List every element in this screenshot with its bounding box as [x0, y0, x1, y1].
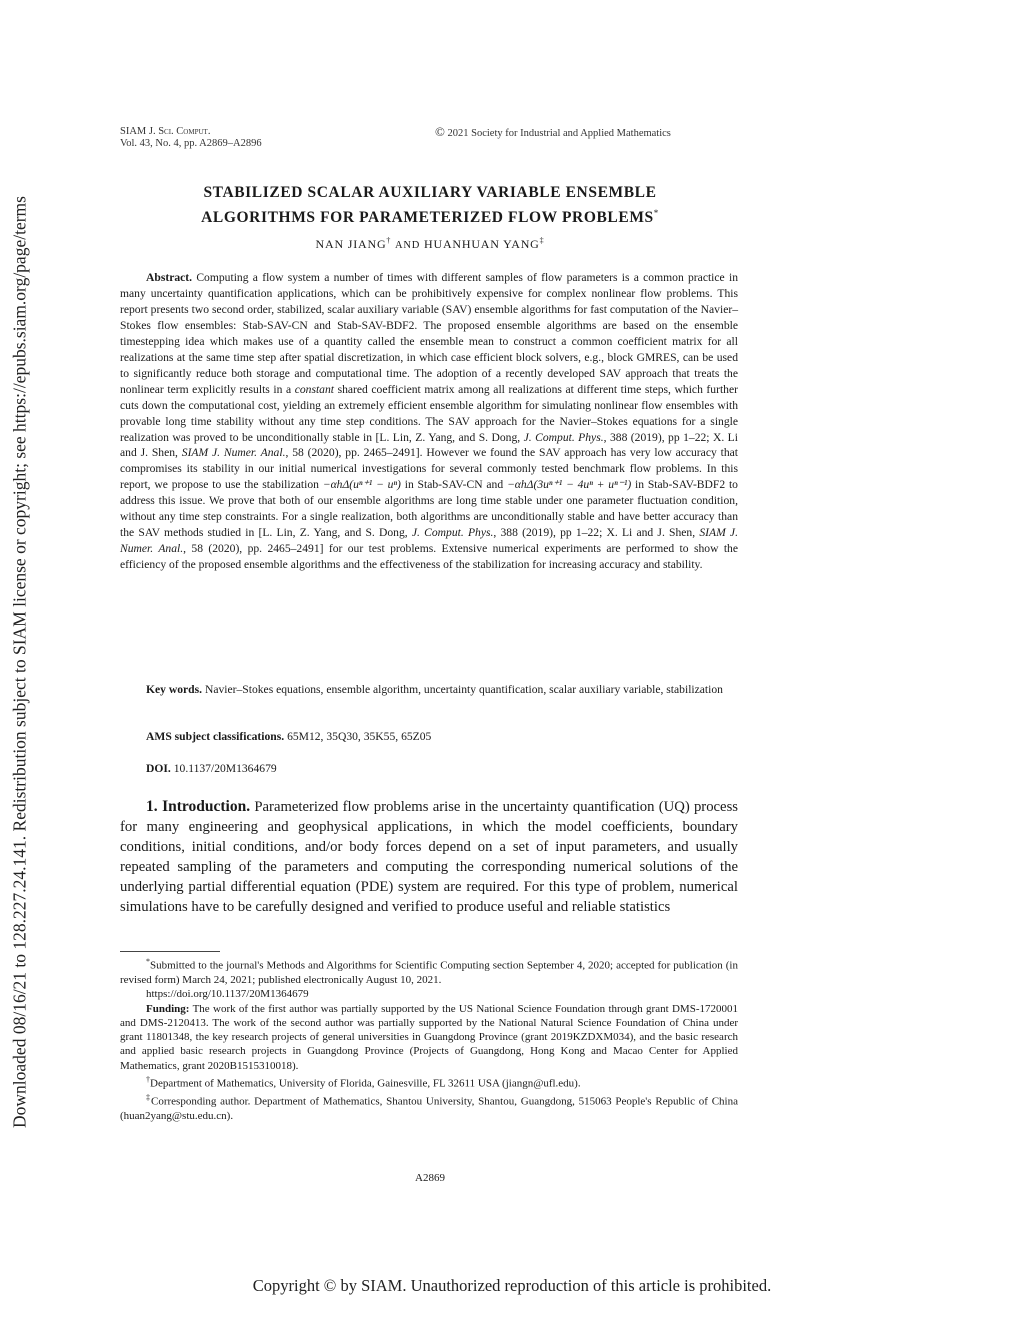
abstract-part-3: , 388 (2019), pp 1–22; X. Li and J. Shen,	[120, 430, 738, 460]
author-2-mark: ‡	[539, 236, 545, 245]
title-line-1: STABILIZED SCALAR AUXILIARY VARIABLE ENSEMBLE	[203, 184, 657, 201]
abstract-journal-3: J. Comput. Phys.	[411, 526, 494, 540]
ams-classifications	[120, 729, 738, 745]
abstract-part-8: , 58 (2020), pp. 2465–2491] for our test problems. Extensive numerical experiments are performed to show the efficiency of the proposed ensemble algorithms and the effectiveness of the stabilization for increasing accuracy and stability.	[120, 542, 738, 572]
footnotes	[120, 955, 738, 1123]
doi-text: 10.1137/20M1364679	[173, 762, 277, 775]
journal-header	[120, 126, 262, 150]
footnote-1-mark: *	[146, 957, 150, 966]
abstract-part-6: in Stab-SAV-BDF2 to address this issue. We prove that both of our ensemble algorithms are long time stable under one parameter fluctuation condition, without any time step constraints. For a single realization, both algorithms are unconditionally stable and have better accuracy than the SAV methods studied in [L. Lin, Z. Yang, and S. Dong,	[120, 478, 738, 540]
society-copyright	[435, 126, 671, 140]
abstract-constant: constant	[294, 382, 334, 396]
footnote-1-text: Submitted to the journal's Methods and Algorithms for Scientific Computing section September 4, 2020; accepted for publication (in revised form) March 24, 2021; published electronically August 10, 2021.	[120, 959, 738, 986]
title-line-2-wrap	[120, 203, 740, 228]
footnote-1-url[interactable]: https://doi.org/10.1137/20M1364679	[146, 988, 309, 1001]
keywords-text: Navier–Stokes equations, ensemble algorithm, uncertainty quantification, scalar auxiliary variable, stabilization	[204, 683, 723, 696]
author-2: HUANHUAN YANG	[424, 237, 540, 251]
introduction-text: Parameterized flow problems arise in the uncertainty quantification (UQ) process for many engineering and geophysical applications, in which the model coefficients, boundary conditions, initial conditions, and/or body forces depend on a set of input parameters, and usually repeated sampling of the parameters and computing the corresponding numerical solutions of the underlying partial differential equation (PDE) system are required. For this type of problem, numerical simulations have to be carefully designed and verified to produce useful and reliable statistics	[120, 799, 739, 916]
copyright-symbol: ©	[435, 124, 445, 139]
abstract-part-7: , 388 (2019), pp 1–22; X. Li and J. Shen,	[493, 526, 696, 540]
abstract-journal-4: SIAM J. Numer. Anal.	[120, 526, 738, 556]
society-text: 2021 Society for Industrial and Applied Mathematics	[447, 128, 671, 139]
copyright-notice: Copyright © by SIAM. Unauthorized reproduction of this article is prohibited.	[252, 1276, 772, 1295]
footnote-1	[120, 955, 738, 987]
footnote-2	[120, 1073, 738, 1091]
title-line-2: ALGORITHMS FOR PARAMETERIZED FLOW PROBLEMS	[201, 209, 654, 227]
download-notice-sidebar	[0, 0, 40, 1325]
keywords	[120, 682, 738, 698]
abstract-part-2: shared coefficient matrix among all realizations at different time steps, which further cuts down the computational cost, yielding an extremely efficient ensemble algorithm for simulating nonlinear flow ensembles with provable long time stability without any time step conditions. The SAV approach for the Navier–Stokes equations for a single realization was proved to be unconditionally stable in [L. Lin, Z. Yang, and S. Dong,	[120, 382, 738, 444]
ams-heading: AMS subject classifications.	[146, 730, 285, 743]
abstract-heading: Abstract.	[146, 271, 193, 284]
abstract-stabilization-1: −αhΔ(uⁿ⁺¹ − uⁿ)	[322, 478, 401, 492]
abstract-stabilization-2: −αhΔ(3uⁿ⁺¹ − 4uⁿ + uⁿ⁻¹)	[506, 478, 632, 492]
footnote-3-text: Corresponding author. Department of Mathematics, Shantou University, Shantou, Guangdong, 515063 People's Republic of China (huan2yang@stu.edu.cn).	[120, 1095, 738, 1122]
author-connector: AND	[395, 240, 421, 251]
abstract-part-5: in Stab-SAV-CN and	[404, 478, 504, 492]
funding-note	[120, 1002, 738, 1073]
abstract	[120, 270, 738, 573]
author-1-mark: †	[386, 236, 392, 245]
title-footnote-mark: *	[653, 208, 659, 218]
page-number: A2869	[415, 1172, 445, 1184]
funding-text: The work of the first author was partially supported by the US National Science Foundation through grant DMS-1720001 and DMS-2120413. The work of the second author was partially supported by the National Natural Science Foundation of China under grant 11801348, the key research projects of general universities in Guangdong Province (grant 2019KZDXM034), and the basic research and applied basic research projects in Guangdong Province (Projects of Guangdong, Hong Kong and Macao Center for Applied Mathematics, grant 2020B1515310018).	[120, 1002, 738, 1072]
abstract-journal-1: J. Comput. Phys.	[523, 430, 604, 444]
doi-heading: DOI.	[146, 762, 171, 775]
keywords-heading: Key words.	[146, 683, 203, 696]
abstract-part-4: , 58 (2020), pp. 2465–2491]. However we found the SAV approach has very low accuracy that compromises its stability in our initial numerical investigations for several commonly tested benchmark flow problems. In this report, we propose to use the stabilization	[120, 446, 738, 492]
introduction-paragraph	[120, 797, 738, 918]
footnote-rule	[120, 951, 220, 952]
abstract-part-1: Computing a flow system a number of times with different samples of flow parameters is a common practice in many uncertainty quantification applications, which can be prohibitively expensive for complex nonlinear flow problems. This report presents two second order, stabilized, scalar auxiliary variable (SAV) ensemble algorithms for fast computation of the Navier–Stokes flow ensembles: Stab-SAV-CN and Stab-SAV-BDF2. The proposed ensemble algorithms are based on the ensemble timestepping idea which makes use of a quantity called the ensemble mean to construct a common coefficient matrix for all realizations at the same time step after spatial discretization, in which case efficient block solvers, e.g., block GMRES, can be used to significantly reduce both storage and computational time. The adoption of a recently developed SAV approach that treats the nonlinear term explicitly results in a	[120, 271, 738, 396]
footnote-2-text: Department of Mathematics, University of Florida, Gainesville, FL 32611 USA (jiangn@ufl.edu).	[150, 1077, 581, 1090]
author-1: NAN JIANG	[315, 237, 387, 251]
doi-line	[120, 761, 738, 777]
download-notice-text: Downloaded 08/16/21 to 128.227.24.141. Redistribution subject to SIAM license or copyright; see https://epubs.siam.org/page/terms	[9, 196, 30, 1128]
footnote-2-mark: †	[146, 1075, 150, 1085]
ams-text: 65M12, 35Q30, 35K55, 65Z05	[287, 730, 432, 743]
footnote-3	[120, 1091, 738, 1123]
paper-title	[120, 183, 740, 228]
journal-name: SIAM J. Sci. Comput.	[120, 126, 211, 137]
journal-volume: Vol. 43, No. 4, pp. A2869–A2896	[120, 138, 262, 149]
funding-heading: Funding:	[146, 1002, 190, 1015]
introduction-heading: 1. Introduction.	[146, 798, 251, 815]
abstract-journal-2: SIAM J. Numer. Anal.	[181, 446, 286, 460]
authors-line	[120, 236, 740, 252]
footnote-3-mark: ‡	[146, 1092, 152, 1102]
